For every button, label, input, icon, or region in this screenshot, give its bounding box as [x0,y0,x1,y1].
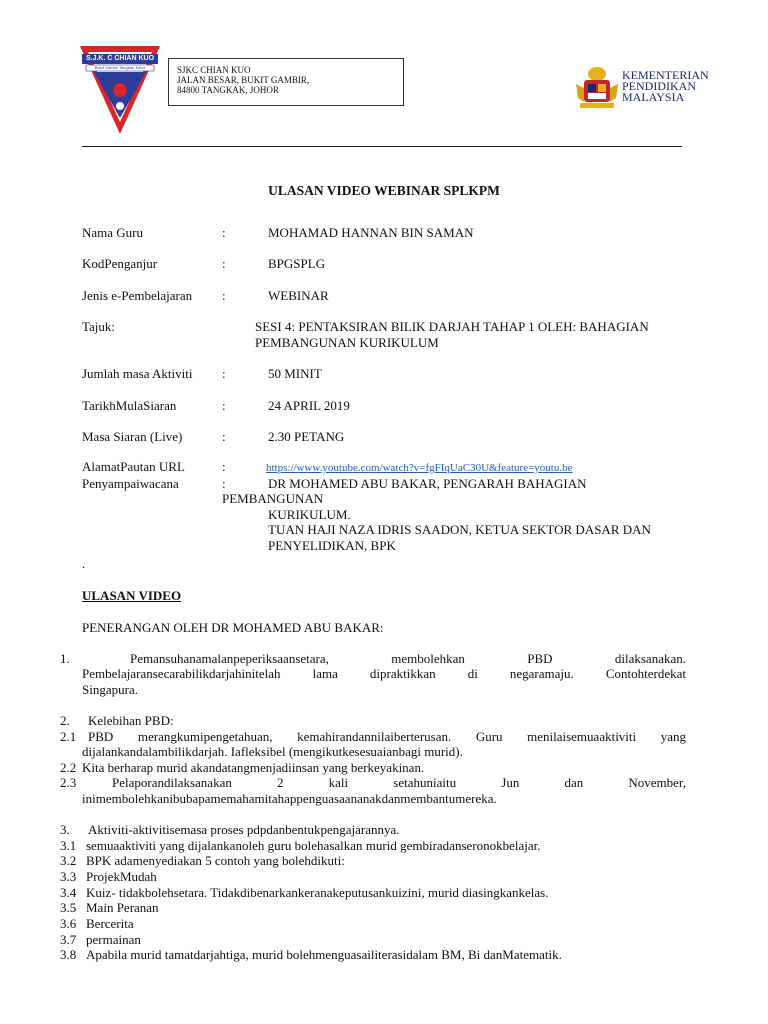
item-2-1-number: 2.1 [60,729,77,744]
value-kod-penganjur: BPGSPLG [268,256,326,271]
item-2-1-line-1: PBD merangkumipengetahuan, kemahirandannilaiberterusan. Guru menilaisemuaaktiviti yang [88,729,686,744]
ministry-word-2: PENDIDIKAN [622,79,696,93]
school-address-box [168,58,404,106]
colon: : [222,366,226,381]
value-nama-guru: MOHAMAD HANNAN BIN SAMAN [268,225,474,240]
para-3-title: Aktiviti-aktivitisemasa proses pdpdanbentukpengajarannya. [88,822,400,837]
colon: : [222,288,226,303]
ministry-word-3: MALAYSIA [622,90,685,104]
label-masa-siaran: Masa Siaran (Live) [82,429,183,444]
label-nama-guru: Nama Guru [82,225,144,240]
para-3-number: 3. [60,822,70,837]
address-line-2: JALAN BESAR, BUKIT GAMBIR, [177,75,310,85]
label-tarikh-mula-siaran: TarikhMulaSiaran [82,398,177,413]
item-2-3-line-2: inimembolehkanibubapamemahamitahappenguasaananakdanmembantumereka. [82,791,497,806]
para-1-number: 1. [60,651,70,666]
address-line-1: SJKC CHIAN KUO [177,65,251,75]
value-penyampai-line-4: TUAN HAJI NAZA IDRIS SAADON, KETUA SEKTOR DASAR DAN [268,522,651,537]
item-3-6-text: Bercerita [86,916,134,931]
label-kod-penganjur: KodPenganjur [82,256,158,271]
stray-dot: . [82,556,86,571]
section-heading: ULASAN VIDEO [82,588,182,603]
video-url-link[interactable]: https://www.youtube.com/watch?v=fgFIqUaC30U&feature=youtu.be [266,462,573,474]
page-title: ULASAN VIDEO WEBINAR SPLKPM [268,183,500,198]
item-3-4-text: Kuiz- tidakbolehsetara. Tidakdibenarkankeranakeputusankuizini, murid diasingkankelas. [86,885,549,900]
school-logo [78,42,162,138]
para-2-title: Kelebihan PBD: [88,713,174,728]
para-1-line-2: Pembelajaransecarabilikdarjahinitelah lama dipraktikkan di negaramaju. Contohterdekat [82,666,686,681]
ministry-logo [570,58,709,116]
item-3-6-number: 3.6 [60,916,77,931]
item-3-1-number: 3.1 [60,838,77,853]
value-tarikh-mula-siaran: 24 APRIL 2019 [268,398,350,413]
item-3-3-number: 3.3 [60,869,77,884]
ministry-crest-icon [574,64,620,110]
school-logo-banner: S.J.K. C CHIAN KUO [85,55,155,62]
value-masa-siaran: 2.30 PETANG [268,429,345,444]
label-jenis-pembelajaran: Jenis e-Pembelajaran [82,288,193,303]
item-2-2-number: 2.2 [60,760,77,775]
item-3-5-text: Main Peranan [86,900,159,915]
item-3-2-text: BPK adamenyediakan 5 contoh yang bolehdikuti: [86,853,345,868]
colon: : [222,256,226,271]
value-penyampai-line-3: KURIKULUM. [268,507,351,522]
value-tajuk-line-1: SESI 4: PENTAKSIRAN BILIK DARJAH TAHAP 1 OLEH: BAHAGIAN [255,319,649,334]
item-3-3-text: ProjekMudah [86,869,157,884]
item-2-1-line-2: dijalankandalambilikdarjah. Iafleksibel (mengikutkesesuaianbagi murid). [82,744,463,759]
item-3-5-number: 3.5 [60,900,77,915]
address-line-3: 84800 TANGKAK, JOHOR [177,85,279,95]
item-3-1-text: semuaaktiviti yang dijalankanoleh guru bolehasalkan murid gembiradanseronokbelajar. [86,838,541,853]
label-jumlah-masa: Jumlah masa Aktiviti [82,366,193,381]
colon: : [222,225,226,240]
colon: : [222,459,226,474]
para-2-number: 2. [60,713,70,728]
ministry-word-1: KEMENTERIAN [622,68,709,82]
value-jumlah-masa: 50 MINIT [268,366,322,381]
label-alamat-pautan-url: AlamatPautan URL [82,459,185,474]
value-tajuk-line-2: PEMBANGUNAN KURIKULUM [255,335,439,350]
school-logo-subtext: Bukit Gambir Tangkak Johor [94,65,146,70]
item-2-2-text: Kita berharap murid akandatangmenjadiinsan yang berkeyakinan. [82,760,425,775]
item-3-2-number: 3.2 [60,853,77,868]
label-tajuk: Tajuk: [82,319,116,334]
item-2-3-number: 2.3 [60,775,77,790]
value-penyampai-line-1: DR MOHAMED ABU BAKAR, PENGARAH BAHAGIAN [268,476,587,491]
value-penyampai-line-5: PENYELIDIKAN, BPK [268,538,396,553]
label-penyampai-wacana: Penyampaiwacana [82,476,179,491]
colon: : [222,476,226,491]
intro-line: PENERANGAN OLEH DR MOHAMED ABU BAKAR: [82,620,384,635]
colon: : [222,429,226,444]
value-penyampai-line-2: PEMBANGUNAN [222,491,324,506]
para-1-line-3: Singapura. [82,682,138,697]
item-3-7-text: permainan [86,932,141,947]
para-1-line-1: Pemansuhanamalanpeperiksaansetara, membolehkan PBD dilaksanakan. [130,651,686,666]
colon: : [222,398,226,413]
item-2-3-line-1: Pelaporandilaksanakan 2 kali setahuniaitu Jun dan November, [112,775,686,790]
value-jenis-pembelajaran: WEBINAR [268,288,329,303]
item-3-4-number: 3.4 [60,885,77,900]
item-3-8-number: 3.8 [60,947,77,962]
header-divider [82,146,682,147]
item-3-8-text: Apabila murid tamatdarjahtiga, murid bolehmenguasailiterasidalam BM, Bi danMatematik. [86,947,562,962]
item-3-7-number: 3.7 [60,932,77,947]
